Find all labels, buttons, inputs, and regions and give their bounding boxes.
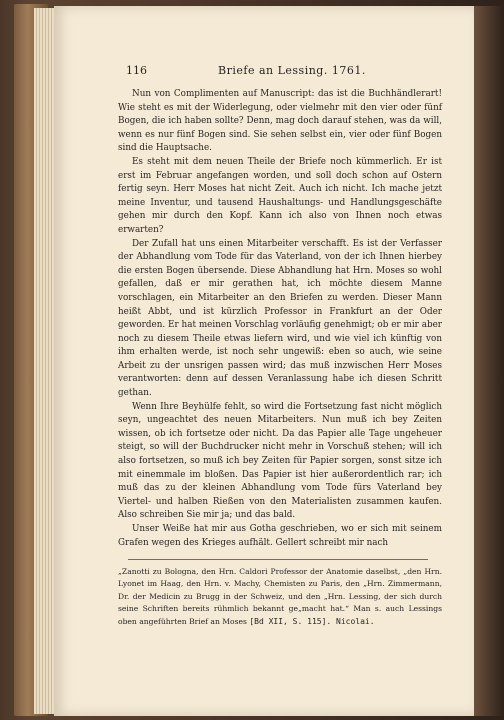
footnote-rule — [128, 559, 428, 560]
paragraph: Wenn Ihre Beyhülfe fehlt, so wird die Fortsetzung fast nicht möglich seyn, ungeachtet des neuen Mitarbeiters. Nun muß ich bey Zeiten wissen, ob ich fortsetze oder nicht. Da das Papier alle Tage ungeheuer steigt, so will der Buchdrucker nicht mehr in Vorschuß stehen; will ich also fortsetzen, so muß ich bey Zeiten für Papier sorgen, sonst sitze ich mit einemmale im bloßen. Das Papier ist hier außerordentlich rar; ich muß das zu der kleinen Abhandlung vom Tode fürs Vaterland bey Viertel- und halben Rießen von den Materialisten zusammen kaufen. Also schreiben Sie mir ja; und das bald. — [118, 401, 442, 521]
page-shadow — [474, 6, 504, 716]
footnote-text: „Zanotti zu Bologna, den Hrn. Caldori Professor der Anatomie daselbst, „den Hrn. Lyonet im Haag, den Hrn. v. Machy, Chemisten zu Paris, den „Hrn. Zimmermann, Dr. der Medicin zu Brugg in der Schweiz, und den „Hrn. Lessing, der sich durch seine Schriften bereits rühmlich bekannt ge„macht hat.“ Man s. auch Lessings oben angeführten Brief an Moses — [118, 567, 442, 626]
paragraph: Nun von Complimenten auf Manuscript: das ist die Buchhändlerart! Wie steht es mit der Widerlegung, oder vielmehr mit den vier oder fünf Bogen, die ich haben sollte? Denn, mag doch darauf stehen, was da will, wenn es nur fünf Bogen sind. Sie sehen selbst ein, vier oder fünf Bogen sind die Hauptsache. — [118, 89, 442, 154]
page-header — [126, 64, 436, 82]
page-number: 116 — [126, 64, 147, 77]
footnote — [118, 566, 442, 628]
paragraph: Der Zufall hat uns einen Mitarbeiter verschafft. Es ist der Verfasser der Abhandlung vom Tode für das Vaterland, von der ich Ihnen hierbey die ersten Bogen übersende. Diese Abhandlung hat Hrn. Moses so wohl gefallen, daß er mir gerathen hat, ich möchte diesem Manne vorschlagen, ein Mitarbeiter an den Briefen zu werden. Dieser Mann heißt Abbt, und ist kürzlich Professor in Frankfurt an der Oder geworden. Er hat meinen Vorschlag vorläufig genehmigt; ob er mir aber noch zu diesem Theile etwas liefern wird, und wie viel ich künftig von ihm erhalten werde, ist noch sehr ungewiß: eben so auch, wie seine Arbeit zu der unsrigen passen wird; das muß inzwischen Herr Moses verantworten: denn auf dessen Veranlassung habe ich diesen Schritt gethan. — [118, 238, 442, 399]
running-head: Briefe an Lessing. 1761. — [218, 64, 366, 77]
main-text — [118, 88, 442, 550]
paragraph: Unser Weiße hat mir aus Gotha geschrieben, wo er sich mit seinem Grafen wegen des Krieges aufhält. Gellert schreibt mir nach — [118, 524, 442, 548]
paragraph: Es steht mit dem neuen Theile der Briefe noch kümmerlich. Er ist erst im Februar angefangen worden, und soll doch schon auf Ostern fertig seyn. Herr Moses hat nicht Zeit. Auch ich nicht. Ich mache jetzt meine Inventur, und tausend Haushaltungs- und Handlungsgeschäfte gehen mir durch den Kopf. Kann ich also von Ihnen noch etwas erwarten? — [118, 156, 442, 235]
footnote-reference: [Bd XII, S. 115]. Nicolai. — [249, 616, 375, 626]
page-edges — [34, 8, 56, 714]
